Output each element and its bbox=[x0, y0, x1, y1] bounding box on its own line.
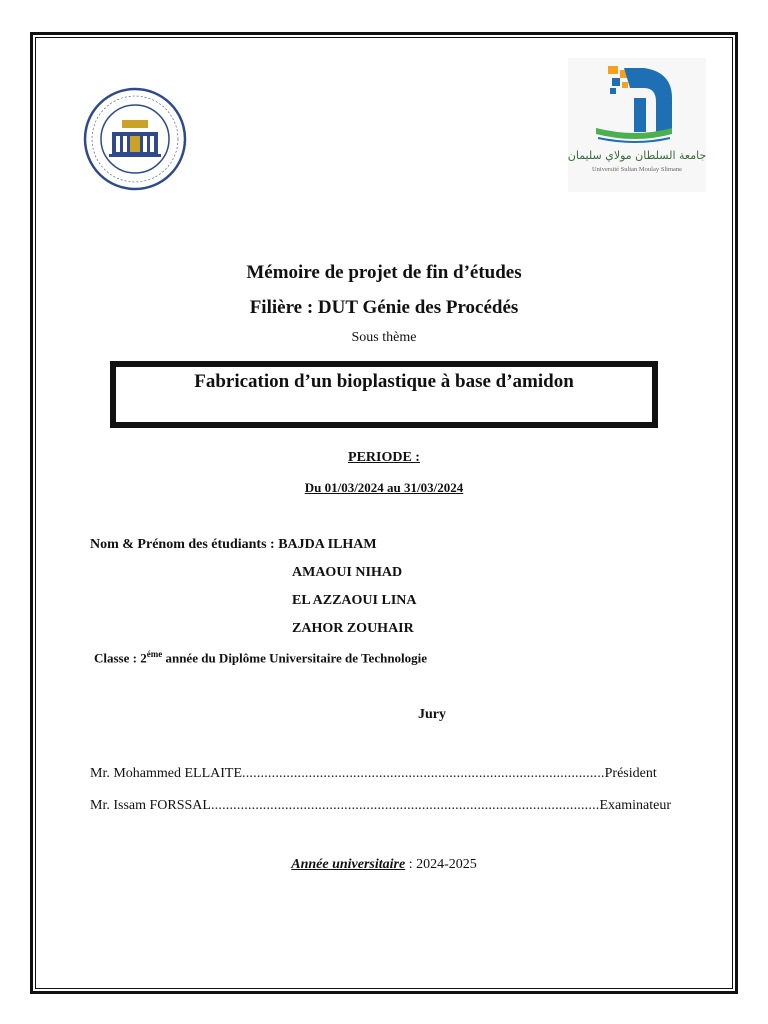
class-info: Classe : $2^{éme}$ année du Diplôme Universitaire de Technologie bbox=[94, 649, 428, 666]
students-label: Nom & Prénom des étudiants : BAJDA ILHAM bbox=[90, 537, 377, 552]
document-title: Mémoire de projet de fin d’études bbox=[246, 262, 522, 283]
svg-text:جامعة السلطان مولاي سليمان: جامعة السلطان مولاي سليمان bbox=[568, 149, 706, 162]
jury-member-role: Examinateur bbox=[599, 798, 671, 813]
program-title: Filière : DUT Génie des Procédés bbox=[249, 297, 519, 318]
jury-member-name: Mr. Mohammed ELLAITE bbox=[90, 766, 243, 781]
academic-year: Année universitaire : 2024-2025 bbox=[291, 857, 477, 872]
student-name: ZAHOR ZOUHAIR bbox=[292, 621, 414, 636]
jury-member-role: Président bbox=[604, 766, 657, 781]
period-label: PERIODE : bbox=[348, 450, 420, 465]
theme-box bbox=[110, 361, 658, 428]
period-dates: Du 01/03/2024 au 31/03/2024 bbox=[304, 480, 464, 495]
subtheme-label: Sous thème bbox=[351, 330, 417, 345]
school-emblem-icon bbox=[82, 86, 188, 192]
student-name: EL AZZAOUI LINA bbox=[292, 593, 417, 608]
student-name: AMAOUI NIHAD bbox=[292, 565, 403, 580]
jury-member-name: Mr. Issam FORSSAL bbox=[90, 798, 211, 813]
jury-member-row: Mr. Mohammed ELLAITE..................................................................................................Président bbox=[90, 766, 657, 781]
university-logo-icon bbox=[568, 58, 706, 192]
jury-member-row: Mr. Issam FORSSAL.........................................................................................................Examinateur bbox=[90, 798, 671, 813]
jury-heading: Jury bbox=[418, 707, 446, 722]
student-name: BAJDA ILHAM bbox=[278, 537, 377, 552]
theme-title: Fabrication d’un bioplastique à base d’amidon bbox=[194, 371, 574, 392]
svg-text:Université Sultan Moulay Slima: Université Sultan Moulay Slimane bbox=[591, 166, 683, 173]
